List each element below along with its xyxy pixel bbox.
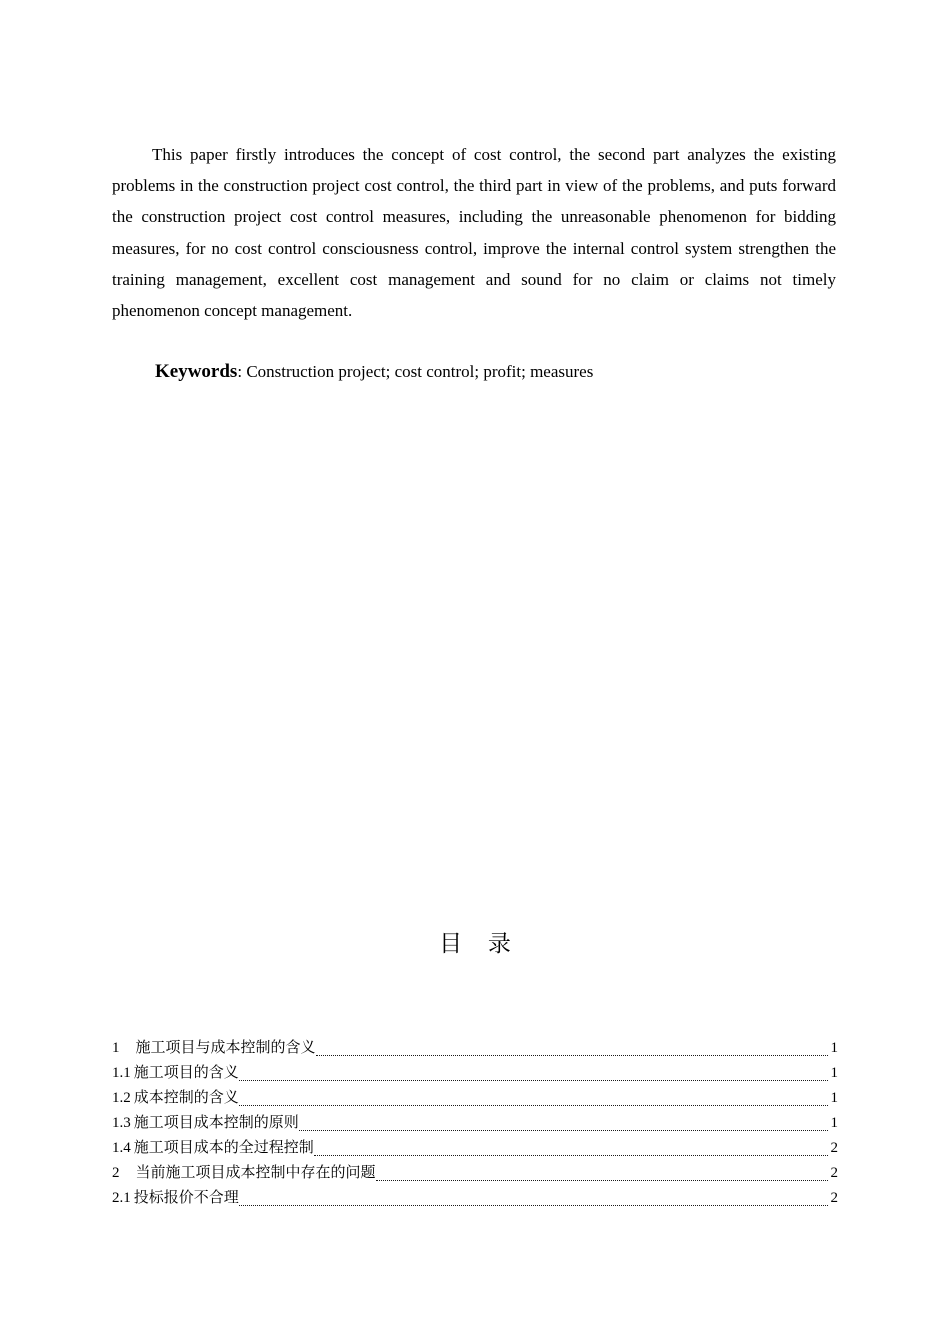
toc-entry-title: 成本控制的含义 <box>133 1090 239 1106</box>
toc-entry[interactable] <box>112 1036 838 1061</box>
keywords-line <box>112 358 836 386</box>
toc-entry[interactable] <box>112 1136 838 1161</box>
toc-dot-leader <box>239 1086 828 1111</box>
toc-entry-number: 1.3 <box>112 1115 131 1131</box>
toc-entry-title: 投标报价不合理 <box>133 1190 239 1206</box>
toc-entry-title: 施工项目的含义 <box>133 1065 239 1081</box>
toc-dot-leader <box>239 1061 828 1086</box>
keywords-value: Construction project; cost control; profit; measures <box>246 362 594 381</box>
toc-entry-title: 施工项目成本的全过程控制 <box>133 1140 314 1156</box>
toc-entry-page-number: 1 <box>830 1090 838 1106</box>
toc-entry-number: 1 <box>112 1040 120 1056</box>
toc-dot-leader <box>376 1161 828 1186</box>
toc-entry-title: 施工项目成本控制的原则 <box>133 1115 299 1131</box>
toc-dot-leader <box>316 1036 828 1061</box>
toc-entry-page-number: 2 <box>830 1140 838 1156</box>
toc-entry-title: 施工项目与成本控制的含义 <box>135 1040 316 1056</box>
toc-entry[interactable] <box>112 1061 838 1086</box>
toc-entry-page-number: 1 <box>830 1065 838 1081</box>
toc-entry-number: 1.1 <box>112 1065 131 1081</box>
toc-entry[interactable] <box>112 1186 838 1211</box>
toc-entry-page-number: 2 <box>830 1165 838 1181</box>
keywords-separator: : <box>237 362 247 381</box>
toc-entry-number: 2 <box>112 1165 120 1181</box>
toc-entry[interactable] <box>112 1161 838 1186</box>
toc-entry-page-number: 2 <box>830 1190 838 1206</box>
toc-dot-leader <box>314 1136 828 1161</box>
toc-entry-title: 当前施工项目成本控制中存在的问题 <box>135 1165 376 1181</box>
toc-dot-leader <box>299 1111 828 1136</box>
toc-dot-leader <box>239 1186 828 1211</box>
abstract-paragraph: This paper firstly introduces the concept of cost control, the second part analyzes the existing problems in the construction project cost control, the third part in view of the problems, and puts forward the construction project cost control measures, including the unreasonable phenomenon for bidding measures, for no cost control consciousness control, improve the internal control system strengthen the training management, excellent cost management and sound for no claim or claims not timely phenomenon concept management. <box>112 145 836 321</box>
toc-entry-page-number: 1 <box>830 1040 838 1056</box>
toc-entry[interactable] <box>112 1111 838 1136</box>
table-of-contents-heading: 目 录 <box>439 931 521 956</box>
toc-entry-page-number: 1 <box>830 1115 838 1131</box>
toc-entry-number: 1.2 <box>112 1090 131 1106</box>
table-of-contents-list <box>112 1036 838 1211</box>
keywords-label: Keywords <box>155 361 238 382</box>
toc-entry-number: 2.1 <box>112 1190 131 1206</box>
toc-entry-number: 1.4 <box>112 1140 131 1156</box>
toc-entry[interactable] <box>112 1086 838 1111</box>
